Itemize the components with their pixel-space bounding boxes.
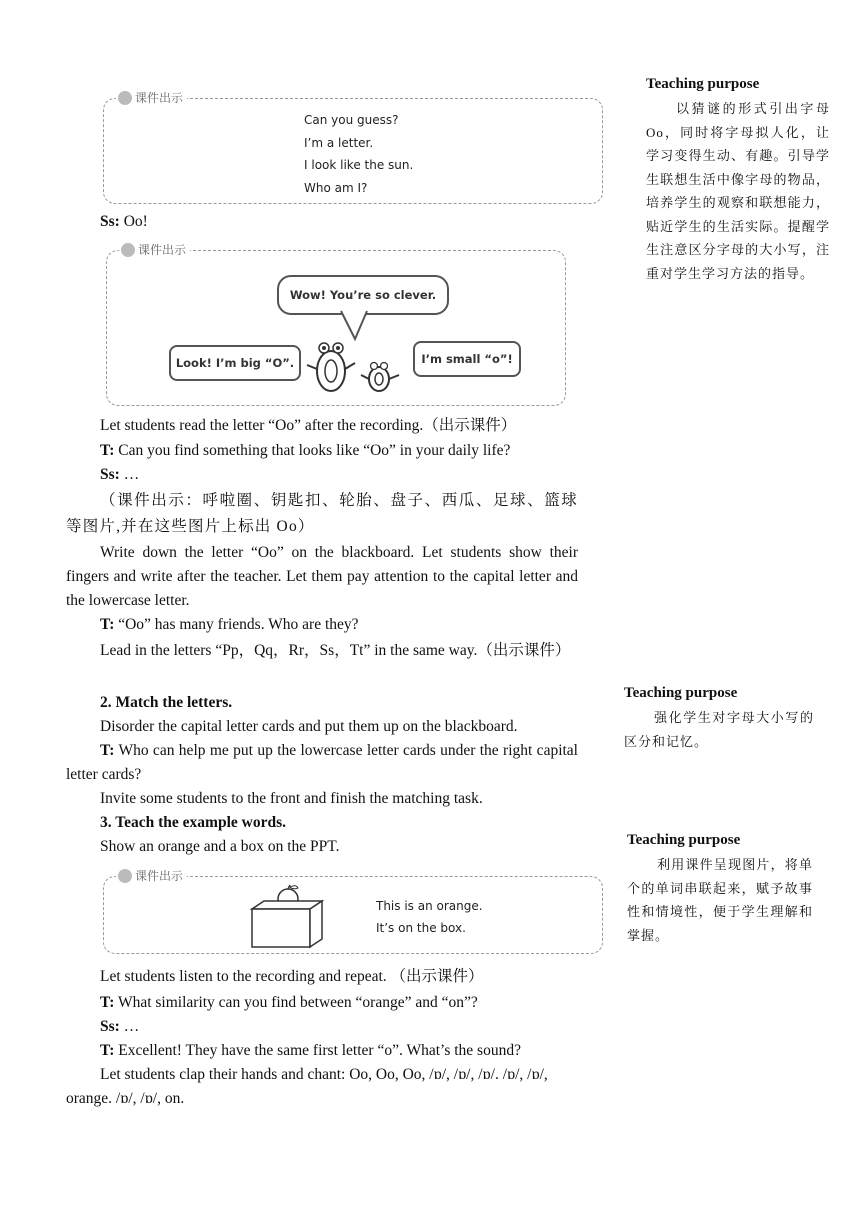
- note-heading: Teaching purpose: [646, 76, 760, 92]
- courseware-box-letters: [106, 243, 566, 406]
- paragraph: （课件出示：呼啦圈、钥匙扣、轮胎、盘子、西瓜、足球、篮球等图片,并在这些图片上标出 Oo）: [66, 492, 578, 535]
- paragraph: Let students listen to the recording and repeat. （出示课件）: [100, 968, 484, 985]
- dialogue-line: T: “Oo” has many friends. Who are they?: [100, 616, 359, 633]
- tag-dot-icon: [118, 91, 132, 105]
- dialogue-line: T: Who can help me put up the lowercase letter cards under the right capital letter cards?: [66, 742, 578, 783]
- speech-bubble-top: Wow! You’re so clever.: [277, 275, 449, 315]
- note-text: 利用课件呈现图片，将单个的单词串联起来，赋予故事性和情境性，便于学生理解和掌握。: [627, 857, 813, 943]
- tag-dot-icon: [121, 243, 135, 257]
- courseware-tag: 课件出示: [119, 241, 190, 258]
- paragraph: Disorder the capital letter cards and put them up on the blackboard.: [100, 718, 518, 735]
- letter-characters-illustration: [295, 335, 415, 401]
- paragraph: Let students read the letter “Oo” after the recording.（出示课件）: [100, 417, 517, 434]
- paragraph: Invite some students to the front and finish the matching task.: [100, 790, 483, 807]
- example-sentence: This is an orange.: [376, 899, 483, 913]
- courseware-tag: 课件出示: [116, 89, 187, 106]
- riddle-line: I look like the sun.: [304, 158, 414, 172]
- orange-on-box-illustration: [244, 883, 328, 949]
- speech-bubble-left: Look! I’m big “O”.: [169, 345, 301, 381]
- ss-answer-1: Ss: Oo!: [100, 213, 148, 230]
- note-text: 以猜谜的形式引出字母Oo，同时将字母拟人化，让学习变得生动、有趣。引导学生联想生活中像字母的物品，培养学生的观察和联想能力，贴近学生的生活实际。提醒学生注意区分字母的大小写，注重对学生学习方法的指导。: [646, 101, 830, 281]
- dialogue-line: T: Can you find something that looks like “Oo” in your daily life?: [100, 442, 511, 459]
- paragraph: Show an orange and a box on the PPT.: [100, 838, 340, 855]
- teaching-purpose-note: [627, 832, 813, 947]
- riddle-line: Who am I?: [304, 180, 368, 195]
- courseware-box-example: [103, 869, 603, 954]
- riddle-line: Can you guess?: [304, 113, 399, 127]
- dialogue-line: Ss: …: [100, 466, 140, 483]
- paragraph: Write down the letter “Oo” on the blackboard. Let students show their fingers and write after the teacher. Let them pay attention to the capital letter and the lowercase letter.: [66, 544, 578, 609]
- note-heading: Teaching purpose: [627, 832, 741, 848]
- dialogue-line: T: What similarity can you find between “orange” and “on”?: [100, 994, 478, 1011]
- teaching-purpose-note: [624, 685, 814, 753]
- section-heading: 2. Match the letters.: [100, 694, 233, 711]
- dialogue-line: Ss: …: [100, 1018, 140, 1035]
- teaching-purpose-note: [646, 76, 830, 285]
- paragraph: Let students clap their hands and chant: Oo, Oo, Oo, /ɒ/, /ɒ/, /ɒ/. /ɒ/, /ɒ/, orange. /ɒ/, /ɒ/, on.: [66, 1066, 548, 1107]
- speech-bubble-right: I’m small “o”!: [413, 341, 521, 377]
- riddle-line: I’m a letter.: [304, 135, 374, 150]
- courseware-tag: 课件出示: [116, 867, 187, 884]
- paragraph: Lead in the letters “Pp，Qq，Rr，Ss，Tt” in the same way.（出示课件）: [100, 642, 571, 659]
- dialogue-line: T: Excellent! They have the same first letter “o”. What’s the sound?: [100, 1042, 521, 1059]
- tag-dot-icon: [118, 869, 132, 883]
- note-text: 强化学生对字母大小写的区分和记忆。: [624, 710, 814, 749]
- courseware-box-riddle: [103, 91, 603, 204]
- example-sentence: It’s on the box.: [376, 921, 466, 935]
- section-heading: 3. Teach the example words.: [100, 814, 286, 831]
- note-heading: Teaching purpose: [624, 685, 738, 701]
